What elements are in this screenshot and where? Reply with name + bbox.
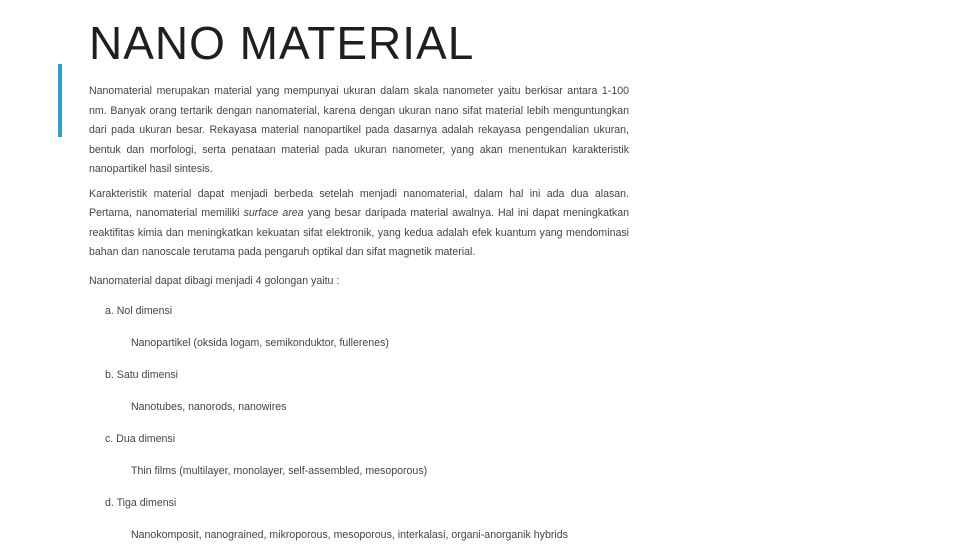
group-label-three-dimension: d. Tiga dimensi bbox=[105, 497, 177, 509]
group-description-zero-dimension: Nanopartikel (oksida logam, semikonduktor, fullerenes) bbox=[131, 336, 389, 349]
group-description-two-dimension: Thin films (multilayer, monolayer, self-assembled, mesoporous) bbox=[131, 464, 428, 477]
groups-intro: Nanomaterial dapat dibagi menjadi 4 golongan yaitu : bbox=[89, 274, 340, 287]
paragraph-characteristics-part1: Karakteristik material dapat menjadi berbeda setelah menjadi nanomaterial, dalam hal ini ada dua alasan. Pertama, nanomaterial memiliki bbox=[89, 187, 629, 219]
slide-title: NANO MATERIAL bbox=[89, 17, 475, 69]
group-description-one-dimension: Nanotubes, nanorods, nanowires bbox=[131, 400, 287, 413]
slide-content bbox=[89, 82, 629, 558]
group-label-two-dimension: c. Dua dimensi bbox=[105, 433, 176, 445]
group-description-three-dimension: Nanokomposit, nanograined, mikroporous, mesoporous, interkalasi, organi-anorganik hybrids bbox=[131, 528, 568, 541]
group-label-one-dimension: b. Satu dimensi bbox=[105, 369, 179, 381]
group-label-zero-dimension: a. Nol dimensi bbox=[105, 305, 173, 317]
surface-area-term: surface area bbox=[243, 207, 304, 219]
group-list bbox=[89, 302, 629, 545]
paragraph-definition: Nanomaterial merupakan material yang mempunyai ukuran dalam skala nanometer yaitu berkisar antara 1-100 nm. Banyak orang tertarik dengan nanomaterial, karena dengan ukuran nano sifat material lebih menguntungkan dari pada ukuran besar. Rekayasa material nanopartikel pada dasarnya adalah rekayasa pengendalian ukuran, bentuk dan morfologi, serta penataan material pada ukuran nanometer, yang akan menentukan karakteristik nanopartikel hasil sintesis. bbox=[89, 85, 629, 175]
paragraph-characteristics bbox=[89, 185, 629, 263]
paragraph-characteristics-part2: yang besar daripada material awalnya. Hal ini dapat meningkatkan reaktifitas kimia dan meningkatkan kekuatan sifat elektronik, yang kedua adalah efek kuantum yang mendominasi bahan dan nanoscale terutama pada pengaruh optikal dan sifat magnetik material. bbox=[89, 207, 629, 258]
accent-bar bbox=[58, 64, 62, 137]
